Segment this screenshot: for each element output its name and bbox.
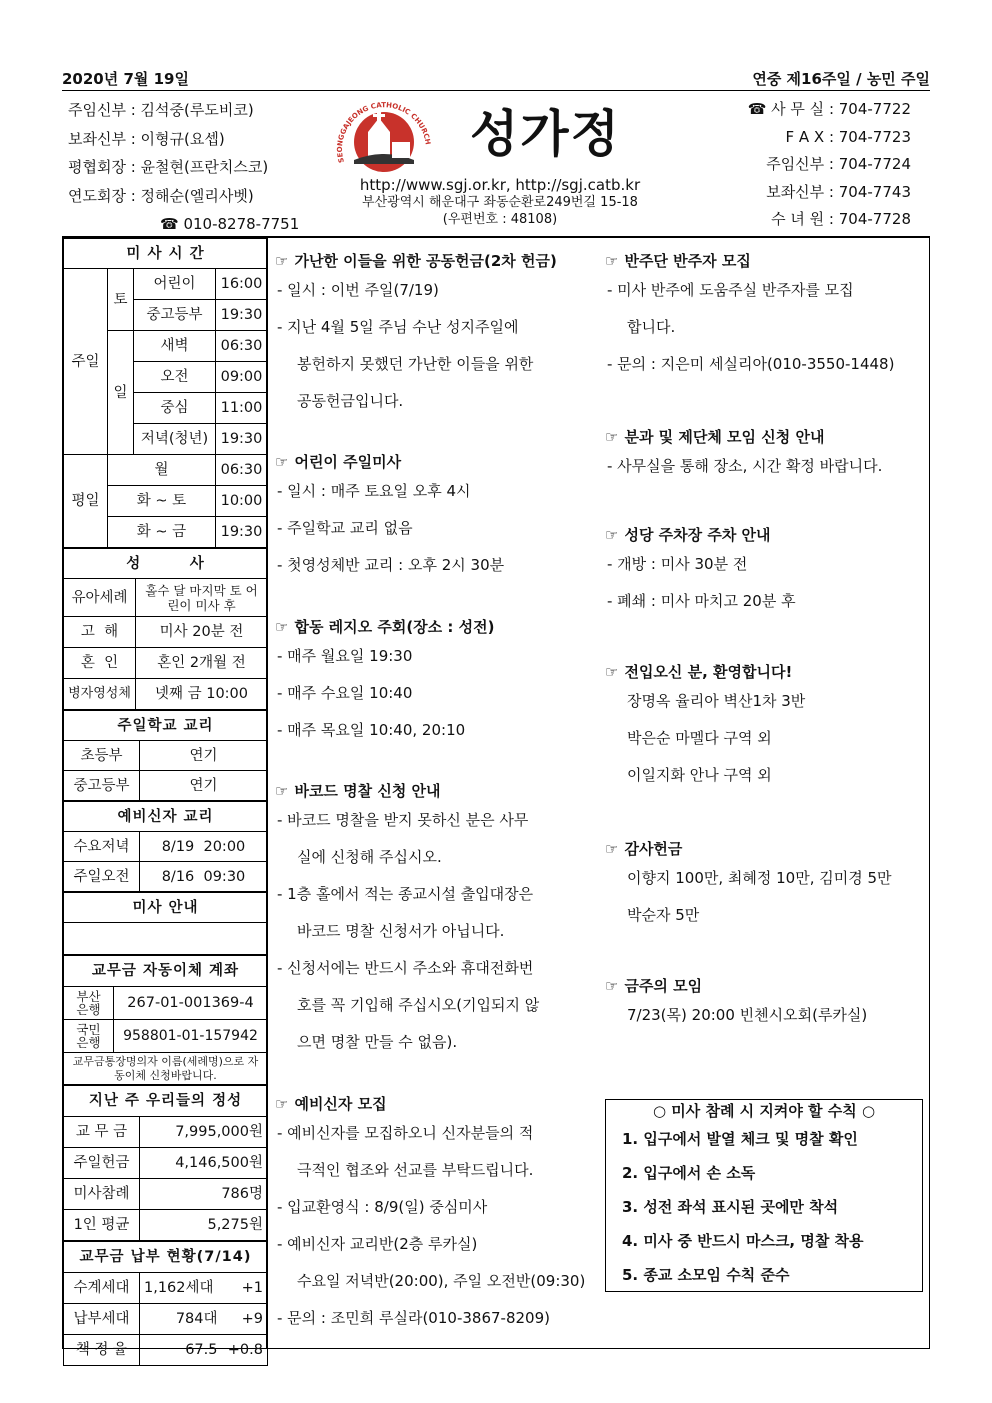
notice-line: 7/23(목) 20:00 빈첸시오회(루카실) [627,1006,868,1024]
contact-label: F A X : [785,127,834,146]
staff-council: 평협회장 : 윤철현(프란치스코) [68,158,269,176]
notice-line: - 사무실을 통해 장소, 시간 확정 바랍니다. [607,457,883,475]
notice-section [275,780,599,1061]
dues-change: +1 [228,1273,268,1304]
notice-section [275,451,599,584]
contact-number: 704-7728 [834,210,911,228]
notice-section [605,838,929,934]
mass-name: 화 ~ 토 [108,486,216,517]
catechumen-table [63,801,268,892]
mass-rule-item: 2. 입구에서 손 소독 [622,1164,756,1182]
mass-time: 16:00 [216,269,268,300]
school-status: 연기 [140,741,268,771]
notice-line: 극적인 협조와 선교를 부탁드립니다. [297,1161,534,1179]
notice-section [605,250,929,383]
notice-line: 호를 꼭 기입해 주십시오(기입되지 않 [297,996,540,1014]
contact-number: 704-7743 [834,182,911,201]
notice-line: - 문의 : 조민희 루실라(010-3867-8209) [277,1309,550,1327]
notice-heading [275,616,599,638]
dues-value: 1,162세대 [140,1273,228,1304]
contact-label: 보좌신부 : [766,182,834,201]
notice-heading [275,780,599,802]
notice-line: - 매주 월요일 19:30 [277,647,413,665]
notice-line: - 지난 4월 5일 주님 수난 성지주일에 [277,318,519,336]
notice-line: 합니다. [627,318,676,336]
pointing-hand-icon: ☞ [275,782,289,800]
notice-line: - 미사 반주에 도움주실 반주자를 모집 [607,281,854,299]
dues-change: +0.8 [228,1335,268,1366]
mass-rules-title: ○ 미사 참례 시 지켜야 할 수칙 ○ [652,1102,876,1120]
offering-label: 교 무 금 [64,1117,140,1148]
notice-section [275,616,599,749]
mass-name: 화 ~ 금 [108,517,216,548]
notice-line: - 매주 수요일 10:40 [277,684,413,702]
contact-label: ☎ 사 무 실 : [747,100,834,118]
notice-line: - 개방 : 미사 30분 전 [607,555,748,573]
mass-time: 09:00 [216,362,268,393]
notice-line: 공동헌금입니다. [297,392,404,410]
notice-line: 실에 신청해 주십시오. [297,848,442,866]
notice-heading-text: 감사헌금 [624,840,683,858]
mass-name: 오전 [134,362,216,393]
notice-heading [605,661,929,683]
pointing-hand-icon: ☞ [275,1095,289,1113]
notice-heading-text: 바코드 명찰 신청 안내 [294,782,441,800]
staff-yeondo: 연도회장 : 정해순(엘리사벳) [68,186,254,205]
notice-heading-text: 어린이 주일미사 [294,453,402,471]
mass-name: 어린이 [134,269,216,300]
sidebar [63,238,268,1358]
notice-heading-text: 반주단 반주자 모집 [624,252,751,270]
mass-rule-item: 5. 종교 소모임 수칙 준수 [622,1266,790,1284]
website-links[interactable]: http://www.sgj.or.kr, http://sgj.catb.kr [359,176,641,194]
notice-line: 봉헌하지 못했던 가난한 이들을 위한 [297,355,534,373]
saturday-label: 토 [108,269,134,331]
notice-heading-text: 전입오신 분, 환영합니다! [624,663,793,681]
dues-change: +9 [228,1304,268,1335]
notice-line: 수요일 저녁반(20:00), 주일 오전반(09:30) [297,1272,586,1290]
offering-label: 1인 평균 [64,1210,140,1241]
notice-heading [605,426,929,448]
mass-name: 저녁(청년) [134,424,216,455]
weekday-label: 평일 [64,455,108,548]
contact-list [720,96,930,234]
dues-value: 67.5 [140,1335,228,1366]
school-grade: 초등부 [64,741,140,771]
notice-line: - 매주 목요일 10:40, 20:10 [277,721,466,739]
mass-name: 월 [108,455,216,486]
notice-line: - 입교환영식 : 8/9(일) 중심미사 [277,1198,488,1216]
notice-heading-text: 금주의 모임 [624,977,703,995]
dues-table [63,1241,268,1366]
sacrament-time: 홀수 달 마지막 토 어린이 미사 후 [136,579,268,617]
sacrament-name: 병자영성체 [64,679,136,710]
dues-label: 책 정 율 [64,1335,140,1366]
mass-time: 19:30 [216,300,268,331]
mass-schedule-table [63,238,268,548]
auto-transfer-note: 교무금통장명의자 이름(세례명)으로 자동이체 신청바랍니다. [64,1053,268,1085]
account-number: 267-01-001369-4 [114,987,268,1020]
notice-heading [605,524,929,546]
sacrament-time: 혼인 2개월 전 [136,648,268,679]
top-line [62,68,930,89]
dues-label: 수계세대 [64,1273,140,1304]
notice-line: 이일지화 안나 구역 외 [627,766,772,784]
offering-amount: 4,146,500원 [140,1148,268,1179]
notice-line: - 첫영성체반 교리 : 오후 2시 30분 [277,556,505,574]
contact-label: 수 녀 원 : [771,210,834,228]
notice-heading [275,451,599,473]
bulletin-title: 성가정 [470,104,621,163]
contact-number: 704-7722 [834,100,911,118]
notice-section [605,426,929,485]
offering-amount: 7,995,000원 [140,1117,268,1148]
notice-line: 박은순 마멜다 구역 외 [627,729,772,747]
mass-rules-box [605,1099,923,1292]
pointing-hand-icon: ☞ [275,252,289,270]
notice-heading-text: 성당 주차장 주차 안내 [624,526,771,544]
offering-amount: 5,275원 [140,1210,268,1241]
bulletin-date: 2020년 7월 19일 [62,70,189,88]
notice-section [605,975,929,1034]
mass-time: 19:30 [216,424,268,455]
mass-time: 19:30 [216,517,268,548]
mass-time: 10:00 [216,486,268,517]
notice-line: - 예비신자 교리반(2층 루카실) [277,1235,478,1253]
school-grade: 중고등부 [64,771,140,801]
pointing-hand-icon: ☞ [275,618,289,636]
pointing-hand-icon: ☞ [275,453,289,471]
mass-rule-item: 3. 성전 좌석 표시된 곳에만 착석 [622,1198,839,1216]
class-name: 수요저녁 [64,832,140,862]
logo-arc-text: SEONGGAJEONG CATHOLIC CHURCH [335,101,432,164]
mass-info-body [64,923,268,955]
sacrament-name: 유아세례 [64,579,136,617]
mass-info-table [63,892,268,955]
mass-time: 11:00 [216,393,268,424]
offering-label: 주일헌금 [64,1148,140,1179]
pointing-hand-icon: ☞ [605,840,619,858]
church-logo [330,96,438,178]
offering-label: 미사참례 [64,1179,140,1210]
sunday-label: 주일 [64,269,108,455]
notice-line: 바코드 명찰 신청서가 아닙니다. [297,922,505,940]
pointing-hand-icon: ☞ [605,663,619,681]
notice-line: 박순자 5만 [627,906,700,924]
notice-line: 이향지 100만, 최혜정 10만, 김미경 5만 [627,869,892,887]
staff-phone: ☎ 010-8278-7751 [160,215,300,233]
notice-line: - 바코드 명찰을 받지 못하신 분은 사무 [277,811,529,829]
postal-code: (우편번호 : 48108) [442,212,558,227]
notice-heading [605,838,929,860]
sacrament-time: 미사 20분 전 [136,617,268,648]
contact-label: 주임신부 : [766,155,834,173]
sacrament-name: 고 해 [64,617,136,648]
notice-heading [605,975,929,997]
offering-table [63,1085,268,1241]
bank-name: 국민 은행 [64,1020,114,1053]
mass-rule-item: 4. 미사 중 반드시 마스크, 명찰 착용 [622,1232,864,1250]
mass-time: 06:30 [216,455,268,486]
notice-line: 장명옥 율리아 벽산1차 3반 [627,692,806,710]
notice-line: - 일시 : 이번 주일(7/19) [277,281,439,299]
account-number: 958801-01-157942 [114,1020,268,1053]
notice-section [605,661,929,794]
notice-section [275,250,599,420]
sun-label: 일 [108,331,134,455]
class-name: 주일오전 [64,862,140,892]
mass-rule-item: 1. 입구에서 발열 체크 및 명찰 확인 [622,1130,858,1148]
mass-name: 새벽 [134,331,216,362]
header-rule-top [62,90,930,91]
offering-title: 지난 주 우리들의 정성 [64,1086,268,1117]
contact-number: 704-7723 [834,127,911,146]
notice-line: - 주일학교 교리 없음 [277,519,413,537]
notice-line: - 일시 : 매주 토요일 오후 4시 [277,482,471,500]
church-address: 부산광역시 해운대구 좌동순환로249번길 15-18 [362,195,638,210]
notice-line: - 문의 : 지은미 세실리아(010-3550-1448) [607,355,895,373]
notice-line: - 예비신자를 모집하오니 신자분들의 적 [277,1124,534,1142]
staff-assistant: 보좌신부 : 이형규(요셉) [68,129,225,148]
pointing-hand-icon: ☞ [605,526,619,544]
mass-time: 06:30 [216,331,268,362]
bank-name: 부산 은행 [64,987,114,1020]
mass-schedule-title: 미 사 시 간 [64,239,268,269]
class-time: 8/19 20:00 [140,832,268,862]
church-info [300,177,700,228]
notice-heading-text: 예비신자 모집 [294,1095,387,1113]
auto-transfer-title: 교무금 자동이체 계좌 [64,956,268,987]
mass-name: 중심 [134,393,216,424]
notice-line: - 1층 홀에서 적는 종교시설 출입대장은 [277,885,534,903]
liturgical-sunday: 연중 제16주일 / 농민 주일 [752,70,930,88]
notice-heading-text: 분과 및 제단체 모임 신청 안내 [624,428,825,446]
notice-line: - 폐쇄 : 미사 마치고 20분 후 [607,592,796,610]
sacrament-name: 혼 인 [64,648,136,679]
school-status: 연기 [140,771,268,801]
sacraments-title: 성 사 [64,549,268,579]
notice-line: - 신청서에는 반드시 주소와 휴대전화번 [277,959,534,977]
dues-value: 784대 [140,1304,228,1335]
staff-list [68,96,299,239]
sacrament-time: 넷째 금 10:00 [136,679,268,710]
sunday-school-table [63,710,268,801]
sacraments-table [63,548,268,710]
notice-heading-text: 합동 레지오 주회(장소 : 성전) [294,618,495,636]
staff-pastor: 주임신부 : 김석중(루도비코) [68,101,254,119]
pointing-hand-icon: ☞ [605,977,619,995]
notice-section [605,524,929,620]
sunday-school-title: 주일학교 교리 [64,711,268,741]
mass-name: 중고등부 [134,300,216,331]
notice-section [275,1093,599,1337]
auto-transfer-table [63,955,268,1085]
notice-line: 으면 명찰 만들 수 없음). [297,1033,458,1051]
catechumen-title: 예비신자 교리 [64,802,268,832]
notice-heading [605,250,929,272]
dues-title: 교무금 납부 현황(7/14) [64,1242,268,1273]
offering-amount: 786명 [140,1179,268,1210]
mass-info-title: 미사 안내 [64,893,268,923]
contact-number: 704-7724 [834,155,911,173]
dues-label: 납부세대 [64,1304,140,1335]
notice-heading [275,1093,599,1115]
notice-heading [275,250,599,272]
pointing-hand-icon: ☞ [605,428,619,446]
class-time: 8/16 09:30 [140,862,268,892]
pointing-hand-icon: ☞ [605,252,619,270]
notice-heading-text: 가난한 이들을 위한 공동헌금(2차 헌금) [294,252,557,270]
